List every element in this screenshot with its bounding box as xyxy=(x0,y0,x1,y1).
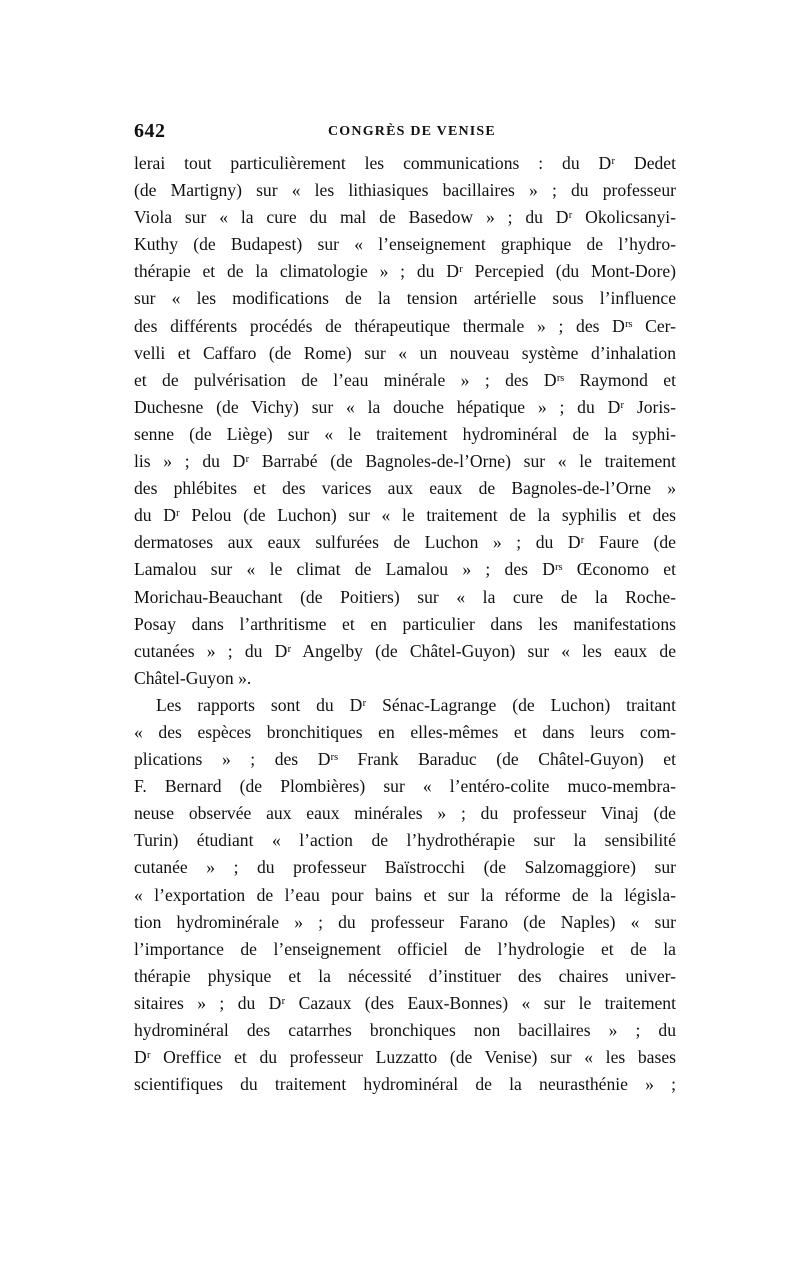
text-line: scientifiques du traitement hydrominéral de la neurasthénie » ; xyxy=(134,1074,676,1095)
text-line: (de Martigny) sur « les lithiasiques bacillaires » ; du professeur xyxy=(134,180,676,201)
text-line: du Dʳ Pelou (de Luchon) sur « le traitement de la syphilis et des xyxy=(134,505,676,526)
text-line: « l’exportation de l’eau pour bains et sur la réforme de la législa- xyxy=(134,884,676,905)
text-line: Duchesne (de Vichy) sur « la douche hépatique » ; du Dʳ Joris- xyxy=(134,396,676,417)
text-line: Kuthy (de Budapest) sur « l’enseignement graphique de l’hydro- xyxy=(134,234,676,255)
text-line: et de pulvérisation de l’eau minérale » ; des Dʳˢ Raymond et xyxy=(134,369,676,390)
text-line: Dʳ Oreffice et du professeur Luzzatto (de Venise) sur « les bases xyxy=(134,1047,676,1068)
text-line: neuse observée aux eaux minérales » ; du professeur Vinaj (de xyxy=(134,803,676,824)
text-line: sitaires » ; du Dʳ Cazaux (des Eaux-Bonnes) « sur le traitement xyxy=(134,992,676,1013)
text-line: tion hydrominérale » ; du professeur Farano (de Naples) « sur xyxy=(134,911,676,932)
text-line: sur « les modifications de la tension artérielle sous l’influence xyxy=(134,288,676,309)
text-line: Posay dans l’arthritisme et en particulier dans les manifestations xyxy=(134,613,676,634)
text-line: cutanée » ; du professeur Baïstrocchi (de Salzomaggiore) sur xyxy=(134,857,676,878)
page-header xyxy=(134,120,674,144)
text-line: hydrominéral des catarrhes bronchiques non bacillaires » ; du xyxy=(134,1020,676,1040)
text-line: des différents procédés de thérapeutique thermale » ; des Dʳˢ Cer- xyxy=(134,315,676,336)
text-line: thérapie et de la climatologie » ; du Dʳ Percepied (du Mont-Dore) xyxy=(134,261,676,282)
text-line: plications » ; des Dʳˢ Frank Baraduc (de Châtel-Guyon) et xyxy=(134,749,676,770)
text-line: cutanées » ; du Dʳ Angelby (de Châtel-Guyon) sur « les eaux de xyxy=(134,640,676,661)
text-line: Morichau-Beauchant (de Poitiers) sur « la cure de la Roche- xyxy=(134,586,676,607)
text-line: Châtel-Guyon ». xyxy=(134,667,252,688)
text-line: l’importance de l’enseignement officiel de l’hydrologie et de la xyxy=(134,938,676,959)
paragraph-1 xyxy=(134,150,676,692)
text-line: lerai tout particulièrement les communications : du Dʳ Dedet xyxy=(134,153,676,173)
paragraph-2 xyxy=(134,692,676,1098)
body-text xyxy=(134,150,676,1098)
page-number: 642 xyxy=(134,120,166,142)
text-line: thérapie physique et la nécessité d’instituer des chaires univer- xyxy=(134,965,676,986)
text-line: Turin) étudiant « l’action de l’hydrothérapie sur la sensibilité xyxy=(134,830,676,851)
text-line: Les rapports sont du Dʳ Sénac-Lagrange (de Luchon) traitant xyxy=(156,694,676,715)
running-title: CONGRÈS DE VENISE xyxy=(328,124,496,139)
text-line: Viola sur « la cure du mal de Basedow » ; du Dʳ Okolicsanyi- xyxy=(134,207,676,228)
text-line: « des espèces bronchitiques en elles-mêmes et dans leurs com- xyxy=(134,721,676,742)
text-line: des phlébites et des varices aux eaux de Bagnoles-de-l’Orne » xyxy=(134,478,676,499)
text-line: F. Bernard (de Plombières) sur « l’entéro-colite muco-membra- xyxy=(134,776,676,797)
text-line: lis » ; du Dʳ Barrabé (de Bagnoles-de-l’Orne) sur « le traitement xyxy=(134,451,676,472)
text-line: velli et Caffaro (de Rome) sur « un nouveau système d’inhalation xyxy=(134,342,676,363)
text-line: senne (de Liège) sur « le traitement hydrominéral de la syphi- xyxy=(134,423,676,444)
text-line: dermatoses aux eaux sulfurées de Luchon » ; du Dʳ Faure (de xyxy=(134,532,676,553)
text-line: Lamalou sur « le climat de Lamalou » ; des Dʳˢ Œconomo et xyxy=(134,559,676,580)
